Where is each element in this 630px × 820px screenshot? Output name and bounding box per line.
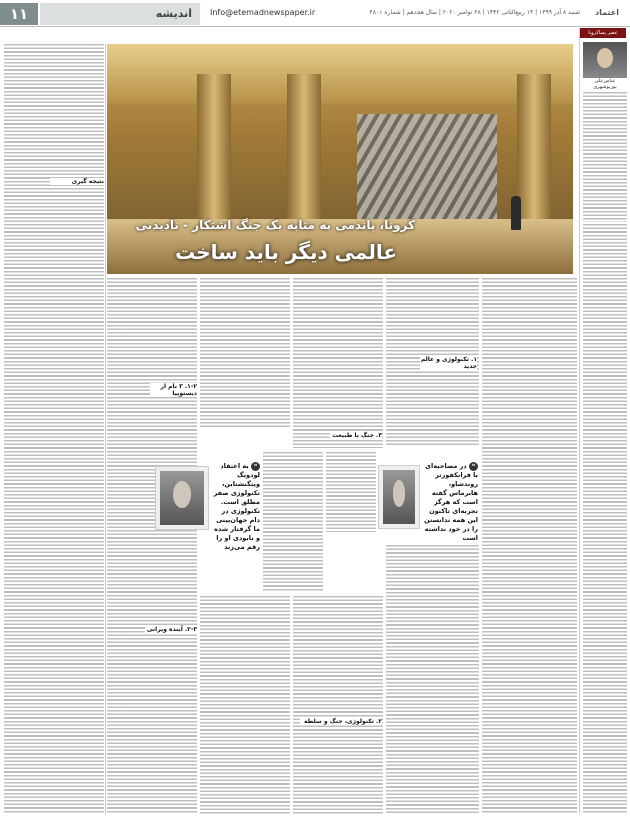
section-label: اندیشه — [40, 3, 200, 25]
subhead: ۱-۲. ۳ نام از دیستوپیا — [150, 383, 197, 397]
text-column — [293, 278, 383, 448]
author-box — [583, 42, 627, 88]
column-label: عصر پسا‌کرونا — [580, 28, 626, 38]
column-divider — [105, 44, 106, 814]
text-column — [482, 278, 577, 814]
pull-quote-1 — [210, 462, 260, 551]
feature-title: عالمی دیگر باید ساخت — [175, 240, 397, 264]
contact-email[interactable]: Info@etemadnewspaper.ir — [210, 8, 316, 17]
pull-quote-text: در مصاحبه‌ای با فرانکفورتر روندشاو، هابرماس گفته است که هرگز تجربه‌ای تاکنون این همه ندانستن را در خود نداشته است — [424, 462, 478, 542]
page-number: ۱۱ — [0, 3, 38, 25]
text-column — [583, 224, 627, 814]
feature-subtitle: کرونا، پاندمی به مثابه یک جنگ اشتکار - نادیدنی — [135, 218, 415, 232]
page-header — [0, 0, 630, 27]
author-photo — [583, 42, 627, 78]
column-divider — [579, 28, 580, 814]
text-column — [326, 452, 376, 532]
pull-quote-text: به اعتقاد لودویگ ویتگنشتاین، تکنولوژی صفر مطلق است. تکنولوژی در دام جهان‌بینی ما گرفتار شده و نابودی او را رقم می‌زند — [213, 462, 260, 551]
text-column — [4, 44, 104, 814]
text-column — [200, 596, 290, 814]
text-column — [263, 452, 323, 592]
text-column — [200, 278, 290, 428]
text-column — [583, 92, 627, 222]
portrait-habermas — [378, 465, 420, 529]
quote-icon: ❝ — [469, 462, 478, 471]
text-column — [293, 596, 383, 814]
newspaper-logo: اعتماد — [595, 8, 619, 17]
person-figure — [511, 196, 521, 230]
subhead: نتیجه گیری — [50, 178, 104, 185]
portrait-wittgenstein — [155, 466, 209, 530]
text-column — [107, 278, 197, 814]
quote-icon: ❝ — [251, 462, 260, 471]
author-name: عباس‌علی پوربوشهری — [593, 78, 617, 90]
subhead: ۲-۳. آینده ویرانی — [146, 626, 197, 633]
subhead: ۳. جنگ با طبیعت — [330, 432, 382, 439]
pull-quote-2 — [420, 462, 478, 542]
feature-photo — [107, 44, 573, 274]
dateline: شنبه ۸ آذر ۱۳۹۹ | ۱۴ ربیع‌الثانی ۱۴۴۲ | ۲۸ نوامبر ۲۰۲۰ | سال هجدهم | شماره ۴۸۰۱ — [369, 9, 580, 16]
subhead: ۱. تکنولوژی و عالم جدید — [420, 356, 477, 370]
subhead: ۲. تکنولوژی، جنگ و سلطه — [300, 718, 382, 725]
text-column — [386, 545, 479, 814]
